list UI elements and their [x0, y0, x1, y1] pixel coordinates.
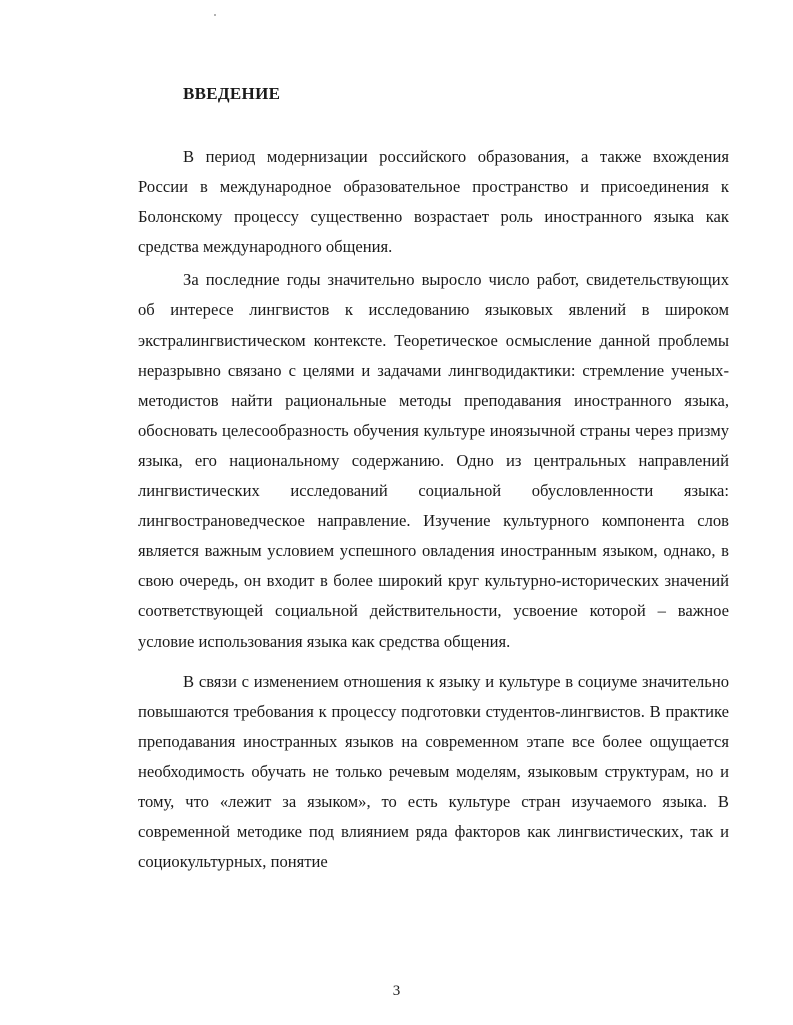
scan-speck: [214, 14, 216, 16]
paragraph-1: В период модернизации российского образования, а также вхождения России в международное образовательное пространство и присоединения к Болонскому процессу существенно возрастает роль иностранного языка как средства международного общения.: [138, 147, 729, 257]
page-number: 3: [392, 983, 401, 999]
section-heading: ВВЕДЕНИЕ: [183, 84, 281, 103]
body-text: [138, 142, 729, 877]
paragraph-3: В связи с изменением отношения к языку и культуре в социуме значительно повышаются требования к процессу подготовки студентов-лингвистов. В практике преподавания иностранных языков на современном этапе все более ощущается необходимость обучать не только речевым моделям, языковым структурам, но и тому, что «лежит за языком», то есть культуре стран изучаемого языка. В современной методике под влиянием ряда факторов как лингвистических, так и социокультурных, понятие: [138, 671, 729, 872]
paragraph-2: За последние годы значительно выросло число работ, свидетельствующих об интересе лингвистов к исследованию языковых явлений в широком экстралингвистическом контексте. Теоретическое осмысление данной проблемы неразрывно связано с целями и задачами лингводидактики: стремление ученых-методистов найти рациональные методы преподавания иностранного языка, обосновать целесообразность обучения культуре иноязычной страны через призму языка, его национальному содержанию. Одно из центральных направлений лингвистических исследований социальной обусловленности языка: лингвострановедческое направление. Изучение культурного компонента слов является важным условием успешного овладения иностранным языком, однако, в свою очередь, он входит в более широкий круг культурно-исторических значений соответствующей социальной действительности, усвоение которой – важное условие использования языка как средства общения.: [138, 270, 729, 651]
